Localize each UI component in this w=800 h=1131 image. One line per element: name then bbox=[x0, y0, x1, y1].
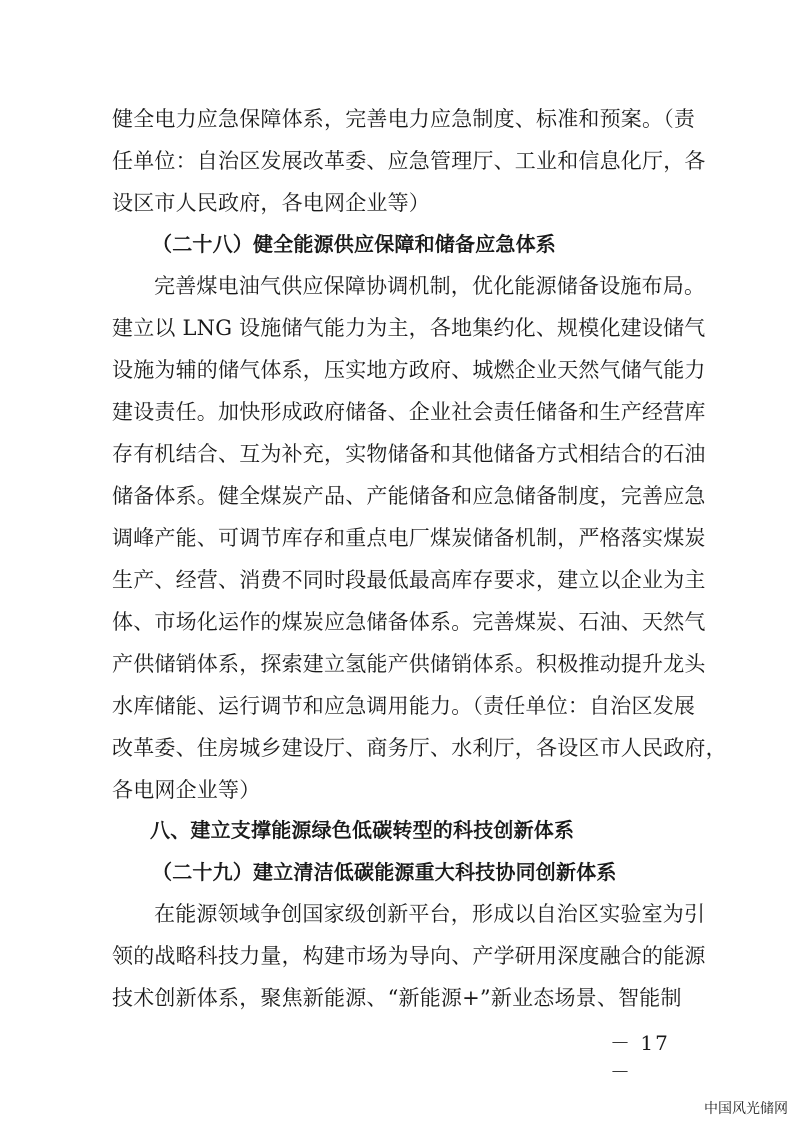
text-line: 建立以 LNG 设施储气能力为主，各地集约化、规模化建设储气 bbox=[112, 316, 706, 340]
text-line: 储备体系。健全煤炭产品、产能储备和应急储备制度，完善应急 bbox=[112, 484, 706, 508]
text-line: 设区市人民政府，各电网企业等） bbox=[112, 191, 430, 215]
text-line: 技术创新体系，聚焦新能源、“新能源+”新业态场景、智能制 bbox=[112, 986, 682, 1010]
text-line: 改革委、住房城乡建设厅、商务厅、水利厅，各设区市人民政府， bbox=[112, 736, 727, 760]
section-heading-8: 八、建立支撑能源绿色低碳转型的科技创新体系 bbox=[150, 818, 575, 842]
text-line: 建设责任。加快形成政府储备、企业社会责任储备和生产经营库 bbox=[112, 400, 706, 424]
text-line: 任单位：自治区发展改革委、应急管理厅、工业和信息化厅，各 bbox=[112, 149, 706, 173]
text-line: 生产、经营、消费不同时段最低最高库存要求，建立以企业为主 bbox=[112, 568, 706, 592]
text-line: 各电网企业等） bbox=[112, 778, 261, 802]
text-line: 调峰产能、可调节库存和重点电厂煤炭储备机制，严格落实煤炭 bbox=[112, 526, 706, 550]
text-line: 领的战略科技力量，构建市场为导向、产学研用深度融合的能源 bbox=[112, 944, 706, 968]
section-heading-29: （二十九）建立清洁低碳能源重大科技协同创新体系 bbox=[152, 860, 617, 884]
watermark: 中国风光储网 bbox=[704, 1101, 788, 1117]
text-line: 产供储销体系，探索建立氢能产供储销体系。积极推动提升龙头 bbox=[112, 652, 706, 676]
section-heading-28: （二十八）健全能源供应保障和储备应急体系 bbox=[152, 232, 556, 256]
text-line: 健全电力应急保障体系，完善电力应急制度、标准和预案。（责 bbox=[112, 107, 696, 131]
text-line: 水库储能、运行调节和应急调用能力。（责任单位：自治区发展 bbox=[112, 694, 696, 718]
page-number: － 17 － bbox=[610, 1031, 670, 1084]
text-line: 体、市场化运作的煤炭应急储备体系。完善煤炭、石油、天然气 bbox=[112, 610, 706, 634]
text-line: 完善煤电油气供应保障协调机制，优化能源储备设施布局。 bbox=[154, 274, 706, 298]
text-line: 在能源领域争创国家级创新平台，形成以自治区实验室为引 bbox=[154, 902, 706, 926]
text-line: 存有机结合、互为补充，实物储备和其他储备方式相结合的石油 bbox=[112, 442, 706, 466]
text-line: 设施为辅的储气体系，压实地方政府、城燃企业天然气储气能力 bbox=[112, 358, 706, 382]
